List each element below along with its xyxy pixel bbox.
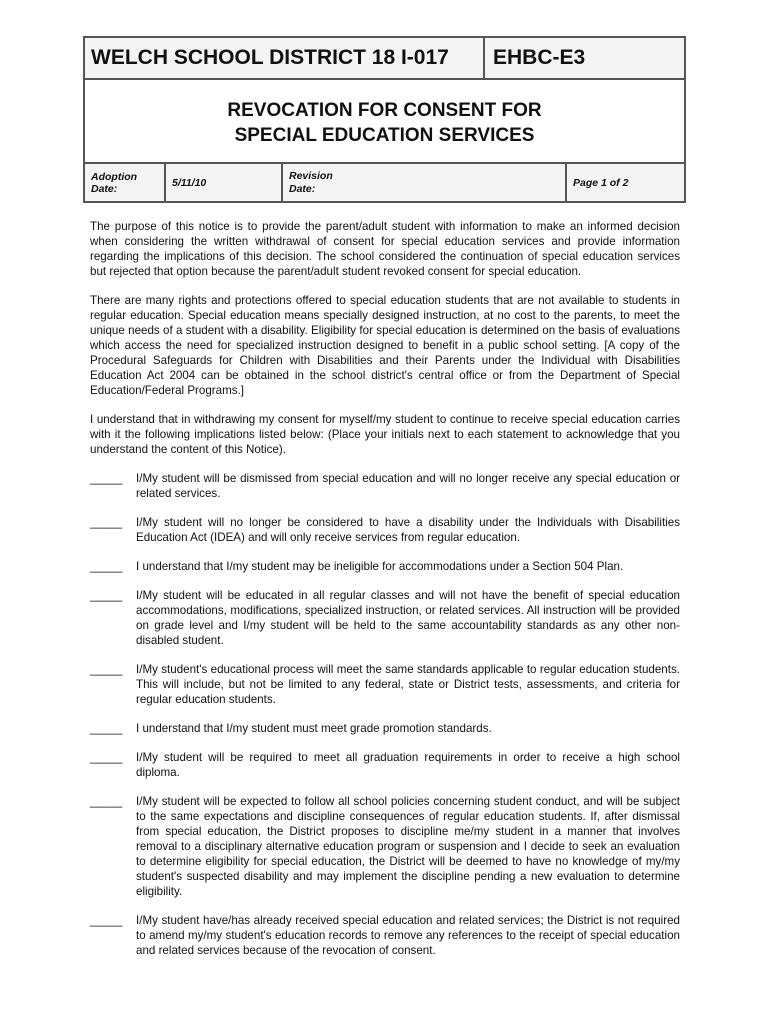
initials-blank[interactable]: _____: [90, 914, 123, 927]
revision-date-label: Revision Date:: [289, 169, 333, 195]
list-item-text: I/My student will be educated in all regular classes and will not have the benefit of special education accommodations, modifications, specialized instruction, or related services. All instruction will be provided on grade level and I/my student will be held to the same accountability standards as any other non-disabled student.: [136, 589, 680, 647]
document-body: [90, 219, 680, 972]
list-item: [90, 515, 680, 545]
header-meta-row: [85, 164, 684, 201]
revision-date-cell: [283, 164, 567, 201]
list-item: [90, 913, 680, 958]
initials-blank[interactable]: _____: [90, 751, 123, 764]
initials-blank[interactable]: _____: [90, 516, 123, 529]
paragraph-purpose: The purpose of this notice is to provide the parent/adult student with information to make an informed decision when considering the written withdrawal of consent for special education services and provide information regarding the implications of this decision. The school considered the continuation of special education services but rejected that option because the parent/adult student revoked consent for special education.: [90, 220, 680, 278]
list-item: [90, 559, 680, 574]
initials-blank[interactable]: _____: [90, 722, 123, 735]
title-line-2: SPECIAL EDUCATION SERVICES: [234, 125, 535, 146]
initials-blank[interactable]: _____: [90, 589, 123, 602]
header-table: [83, 36, 686, 203]
policy-code: EHBC-E3: [485, 38, 684, 78]
district-name: WELCH SCHOOL DISTRICT 18 I-017: [85, 38, 485, 78]
initials-blank[interactable]: _____: [90, 795, 123, 808]
list-item: [90, 588, 680, 648]
list-item-text: I/My student's educational process will meet the same standards applicable to regular education students. This will include, but not be limited to any federal, state or District tests, assessments, and criteria for regular education students.: [136, 663, 680, 706]
list-item: [90, 750, 680, 780]
list-item: [90, 721, 680, 736]
list-item: [90, 794, 680, 899]
initials-blank[interactable]: _____: [90, 560, 123, 573]
list-item: [90, 471, 680, 501]
adoption-date-label: Adoption Date:: [85, 164, 166, 201]
list-item-text: I understand that I/my student may be ineligible for accommodations under a Section 504 Plan.: [136, 560, 624, 573]
title-line-1: REVOCATION FOR CONSENT FOR: [227, 100, 542, 121]
adoption-date-value: 5/11/10: [166, 164, 283, 201]
list-item-text: I/My student have/has already received special education and related services; the District is not required to amend my/my student's education records to remove any references to the receipt of special education and related services because of the revocation of consent.: [136, 914, 680, 957]
list-item-text: I/My student will no longer be considered to have a disability under the Individuals with Disabilities Education Act (IDEA) and will only receive services from regular education.: [136, 516, 680, 544]
document-title: [85, 80, 684, 164]
header-top-row: [85, 38, 684, 80]
paragraph-understanding: I understand that in withdrawing my consent for myself/my student to continue to receive special education carries with it the following implications listed below: (Place your initials next to each statement to acknowledge that you understand the content of this Notice).: [90, 413, 680, 456]
initials-blank[interactable]: _____: [90, 472, 123, 485]
list-item-text: I understand that I/my student must meet grade promotion standards.: [136, 722, 492, 735]
paragraph-rights: There are many rights and protections offered to special education students that are not available to students in regular education. Special education means specially designed instruction, at no cost to the parents, to meet the unique needs of a student with a disability. Eligibility for special education is determined on the basis of evaluations which access the need for specialized instruction designed to benefit in a public school setting. [A copy of the Procedural Safeguards for Children with Disabilities and their Parents under the Individual with Disabilities Education Act 2004 can be obtained in the school district's central office or from the Department of Special Education/Federal Programs.]: [90, 294, 680, 397]
list-item-text: I/My student will be required to meet all graduation requirements in order to receive a high school diploma.: [136, 751, 680, 779]
list-item-text: I/My student will be expected to follow all school policies concerning student conduct, and will be subject to the same expectations and discipline consequences of regular education students. If, after dismissal from special education, the District proposes to discipline me/my student in a manner that involves removal to a disciplinary alternative education program or suspension and I decide to seek an evaluation to determine eligibility for special education, the District will be deemed to have no knowledge of my/my student's suspected disability and may implement the discipline pending a new evaluation to determine eligibility.: [136, 795, 680, 898]
initials-blank[interactable]: _____: [90, 663, 123, 676]
page-number: Page 1 of 2: [567, 164, 684, 201]
list-item: [90, 662, 680, 707]
list-item-text: I/My student will be dismissed from special education and will no longer receive any special education or related services.: [136, 472, 680, 500]
